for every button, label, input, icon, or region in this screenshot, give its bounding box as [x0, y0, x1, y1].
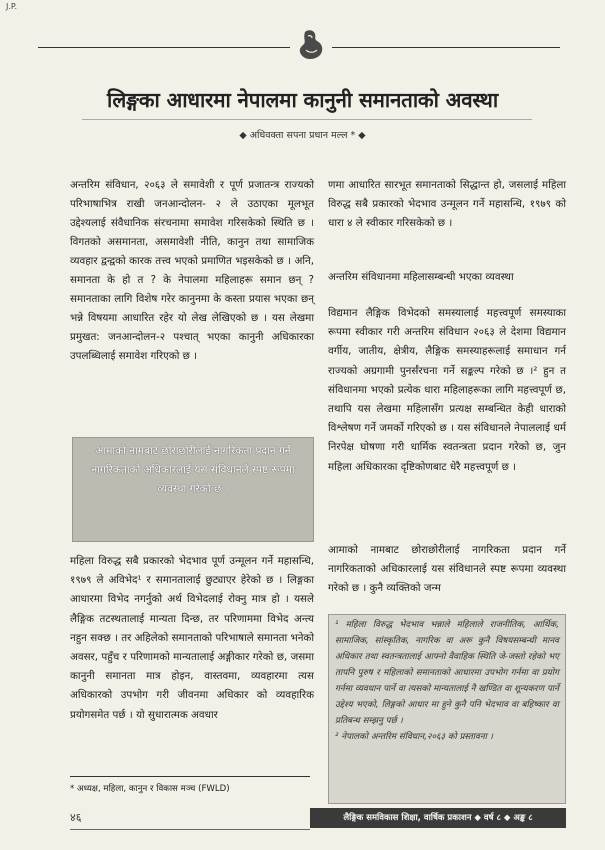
author-footnote: * अध्यक्ष, महिला, कानुन र विकास मञ्च (FWLD) [70, 784, 230, 794]
footer-rule [70, 829, 310, 830]
corner-mark: J.P. [6, 2, 18, 11]
left-column-intro [70, 176, 314, 366]
header-rule-right [332, 47, 560, 48]
header-rule-left [38, 47, 290, 48]
footer-band: लैङ्गिक समविकास शिक्षा, वार्षिक प्रकाशन ◆ वर्ष ८ ◆ अङ्क ८ [310, 808, 566, 828]
right-top-paragraph: णमा आधारित सारभूत समानताको सिद्धान्त हो, जसलाई महिला विरुद्ध सबै प्रकारको भेदभाव उन्मूलन गर्ने महासन्धि, १९७९ को धारा ४ ले स्वीकार गरिसकेको छ । [328, 179, 566, 229]
section-heading: अन्तरिम संविधानमा महिलासम्बन्धी भएका व्यवस्था [328, 271, 514, 283]
right-column-body: विद्यमान लैङ्गिक विभेदको समस्यालाई महत्त्वपूर्ण समस्याका रूपमा स्वीकार गरी अन्तरिम संविधान २०६३ ले देशमा विद्यमान वर्गीय, जातीय, क्षेत्रीय, लैङ्गिक समस्याहरूलाई समाधान गर्न राज्यको अग्रगामी पुनर्संरचना गर्ने सङ्कल्प गरेको छ ।² हुन त संविधानमा भएको प्रत्येक धारा महिलाहरूका लागि महत्त्वपूर्ण छ, तथापि यस लेखमा महिलासँग प्रत्यक्ष सम्बन्धित केही धाराको विश्लेषण गर्ने जमर्को गरिएको छ । यस संविधानले नेपाललाई धर्म निरपेक्ष घोषणा गरी धार्मिक स्वतन्त्रता प्रदान गरेको छ, जुन महिला अधिकारका दृष्टिकोणबाट धेरै महत्त्वपूर्ण छ । [328, 307, 566, 473]
right-column-top [328, 176, 566, 233]
note-2: ² नेपालको अन्तरिम संविधान,२०६३ को प्रस्तावना । [335, 732, 493, 742]
callout-box [72, 437, 314, 542]
title-underline [82, 119, 532, 120]
notes-box [328, 614, 566, 804]
page-number: ४६ [70, 811, 82, 824]
left-column-body: महिला विरुद्ध सबै प्रकारको भेदभाव पूर्ण उन्मूलन गर्ने महासन्धि, १९७९ ले अविभेद¹ र समानतालाई छुट्याएर हेरेको छ । लिङ्गका आधारमा विभेद नगर्नुको अर्थ विभेदलाई रोक्नु मात्र हो । यसले लैङ्गिक तटस्थतालाई मान्यता दिन्छ, तर परिणाममा विभेद अन्त्य नहुन सक्छ । तर अहिलेको समानताको परिभाषाले समानता भनेको अवसर, पहुँच र परिणामको मान्यतालाई अङ्गीकार गरेको छ, जसमा कानुनी समानता मात्र होइन, वास्तवमा, व्यवहारमा त्यस अधिकारको उपभोग गरी जीवनमा अधिकार को व्यवहारिक प्रयोगसमेत पर्छ । यो सुधारात्मक अवधार [70, 555, 314, 721]
footnote-rule [70, 776, 310, 777]
notes-text [335, 617, 559, 745]
article-title: लिङ्गका आधारमा नेपालमा कानुनी समानताको अवस्था [107, 88, 498, 112]
note-1: ¹ महिला विरुद्ध भेदभाव भन्नाले महिलाले राजनीतिक, आर्थिक, सामाजिक, सांस्कृतिक, नागरिक वा अरू कुनै विषयसम्बन्धी मानव अधिकार तथा स्वतन्त्रतालाई आफ्नो वैवाहिक स्थिति जे-जस्तो रहेको भए तापनि पुरुष र महिलाको समानताको आधारमा उपभोग गर्नमा वा प्रयोग गर्नमा व्यवधान पार्ने वा त्यसको मान्यतालाई नै खण्डित वा शून्यकरण पार्ने उद्देश्य भएको, लिङ्गको आधार मा हुने कुनै पनि भेदभाव वा बहिष्कार वा प्रतिबन्ध सम्झनु पर्छ । [335, 620, 559, 726]
author-line: ◆ अधिवक्ता सपना प्रधान मल्ल * ◆ [239, 130, 366, 141]
emblem-icon [296, 28, 328, 62]
callout-text: आमाको नामबाट छोराछोरीलाई नागरिकता प्रदान गर्ने नागरिकताको अधिकारलाई यस संविधानले स्पष्ट रूपमा व्यवस्था गरेको छ । [91, 445, 295, 495]
right-column-lower: आमाको नामबाट छोराछोरीलाई नागरिकता प्रदान गर्ने नागरिकताको अधिकारलाई यस संविधानले स्पष्ट रूपमा व्यवस्था गरेको छ । कुनै व्यक्तिको जन्म [328, 544, 566, 595]
intro-paragraph: अन्तरिम संविधान, २०६३ ले समावेशी र पूर्ण प्रजातन्त्र राज्यको परिभाषाभित्र राखी जनआन्दोलन- २ ले उठाएका मूलभूत उद्देश्यलाई संवैधानिक संरचनामा समावेश गरिसकेको स्थिति छ । विगतको असमानता, असमावेशी नीति, कानुन तथा सामाजिक व्यवहार द्वन्द्वको कारक तत्त्व भएको प्रमाणित भइसकेको छ । अनि, समानता के हो त ? के नेपालमा महिलाहरू समान छन् ? समानताका लागि विशेष गरेर कानुनमा के कस्ता प्रयास भएका छन् भन्ने विषयमा आधारित रहेर यो लेख लेखिएको छ । यस लेखमा प्रमुखत: जनआन्दोलन-२ पश्चात् भएका कानुनी अधिकारका उपलब्धिलाई समावेश गरिएको छ । [70, 179, 314, 362]
